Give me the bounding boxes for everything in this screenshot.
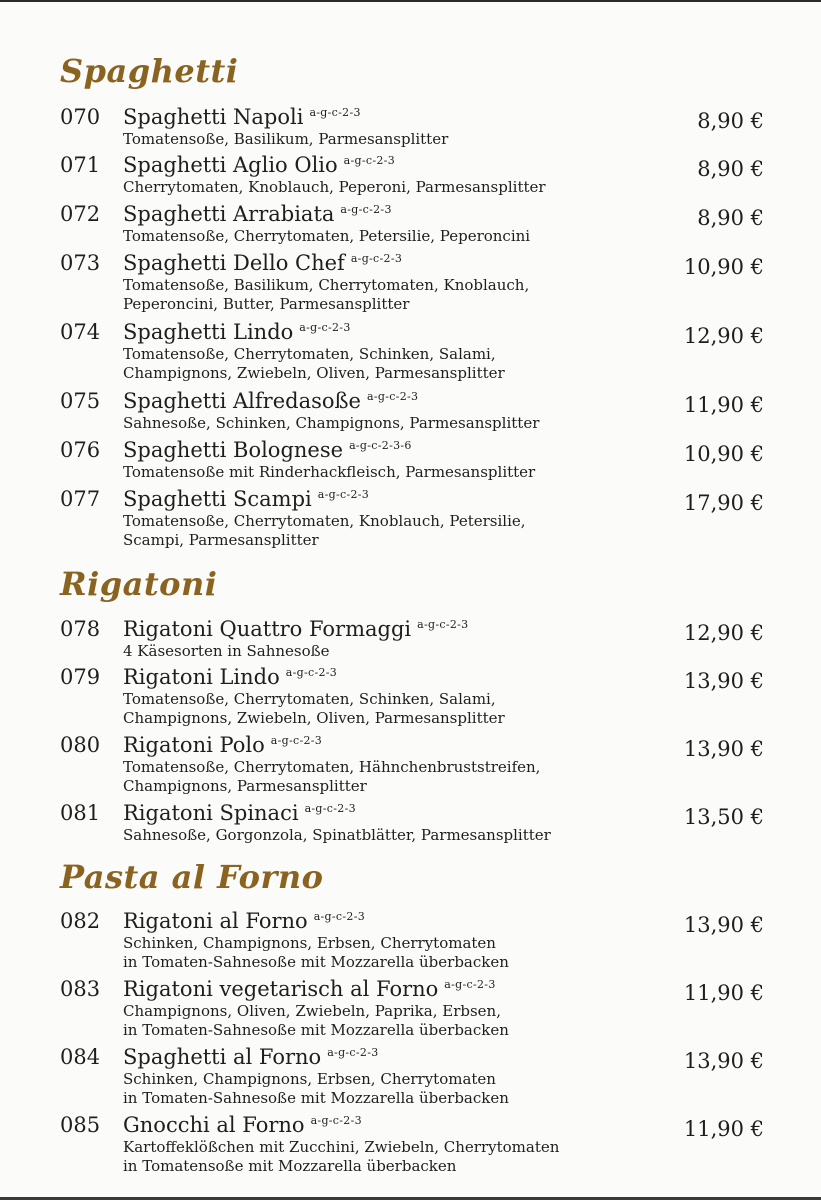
item-name: Spaghetti Napoli bbox=[123, 105, 304, 129]
item-name-line bbox=[123, 800, 356, 826]
item-number: 076 bbox=[60, 438, 101, 462]
item-number: 072 bbox=[60, 202, 101, 226]
item-description-line: Champignons, Zwiebeln, Oliven, Parmesansplitter bbox=[123, 364, 505, 382]
item-number: 078 bbox=[60, 617, 101, 641]
item-price: 10,90 € bbox=[683, 255, 764, 279]
section-title-pasta-al-forno: Pasta al Forno bbox=[60, 858, 324, 896]
item-name-line bbox=[123, 1112, 362, 1138]
item-description bbox=[123, 934, 509, 972]
item-price: 13,90 € bbox=[683, 1049, 764, 1073]
item-description-line: in Tomaten-Sahnesoße mit Mozzarella überbacken bbox=[123, 1089, 509, 1107]
item-price: 11,90 € bbox=[683, 981, 764, 1005]
item-description-line: Tomatensoße mit Rinderhackfleisch, Parmesansplitter bbox=[123, 463, 536, 481]
section-title-rigatoni: Rigatoni bbox=[60, 565, 218, 603]
item-name: Rigatoni al Forno bbox=[123, 909, 308, 933]
item-price: 13,90 € bbox=[683, 669, 764, 693]
item-description-line: 4 Käsesorten in Sahnesoße bbox=[123, 642, 330, 660]
item-name: Spaghetti Dello Chef bbox=[123, 251, 345, 275]
item-allergens: a-g-c-2-3 bbox=[304, 802, 356, 815]
item-description bbox=[123, 345, 505, 383]
item-price: 13,90 € bbox=[683, 913, 764, 937]
item-allergens: a-g-c-2-3 bbox=[270, 734, 323, 747]
item-description-line: Schinken, Champignons, Erbsen, Cherrytomaten bbox=[123, 934, 496, 952]
item-description-line: Scampi, Parmesansplitter bbox=[123, 531, 319, 549]
item-allergens: a-g-c-2-3 bbox=[285, 666, 338, 679]
item-price: 8,90 € bbox=[697, 157, 764, 181]
item-price: 10,90 € bbox=[683, 442, 764, 466]
item-name-line bbox=[123, 664, 337, 690]
section-title-spaghetti: Spaghetti bbox=[60, 52, 239, 90]
item-name-line bbox=[123, 616, 468, 642]
item-description bbox=[123, 690, 505, 728]
item-name: Spaghetti al Forno bbox=[123, 1045, 322, 1069]
item-name-line bbox=[123, 250, 402, 276]
item-name-line bbox=[123, 104, 361, 130]
item-name: Rigatoni vegetarisch al Forno bbox=[123, 977, 439, 1001]
item-description bbox=[123, 227, 530, 246]
item-name: Spaghetti Scampi bbox=[123, 487, 312, 511]
item-description bbox=[123, 642, 330, 661]
item-description-line: Sahnesoße, Schinken, Champignons, Parmesansplitter bbox=[123, 414, 540, 432]
item-description-line: Tomatensoße, Cherrytomaten, Schinken, Salami, bbox=[123, 690, 496, 708]
item-name-line bbox=[123, 908, 365, 934]
item-description bbox=[123, 826, 551, 845]
item-description-line: Schinken, Champignons, Erbsen, Cherrytomaten bbox=[123, 1070, 496, 1088]
item-price: 8,90 € bbox=[697, 206, 764, 230]
item-price: 17,90 € bbox=[683, 491, 764, 515]
item-name-line bbox=[123, 976, 496, 1002]
item-number: 075 bbox=[60, 389, 101, 413]
item-description-line: in Tomaten-Sahnesoße mit Mozzarella überbacken bbox=[123, 1021, 509, 1039]
item-description-line: Tomatensoße, Basilikum, Parmesansplitter bbox=[123, 130, 449, 148]
item-allergens: a-g-c-2-3 bbox=[309, 106, 361, 119]
item-number: 073 bbox=[60, 251, 101, 275]
item-allergens: a-g-c-2-3 bbox=[340, 203, 392, 216]
item-price: 12,90 € bbox=[683, 621, 764, 645]
item-description-line: Tomatensoße, Cherrytomaten, Knoblauch, Petersilie, bbox=[123, 512, 526, 530]
item-allergens: a-g-c-2-3 bbox=[366, 390, 419, 403]
item-description bbox=[123, 1070, 509, 1108]
item-name-line bbox=[123, 201, 392, 227]
item-number: 074 bbox=[60, 320, 101, 344]
item-number: 079 bbox=[60, 665, 101, 689]
item-allergens: a-g-c-2-3 bbox=[317, 488, 370, 501]
item-description-line: Sahnesoße, Gorgonzola, Spinatblätter, Parmesansplitter bbox=[123, 826, 551, 844]
item-allergens: a-g-c-2-3 bbox=[299, 321, 351, 334]
item-description bbox=[123, 758, 540, 796]
item-price: 8,90 € bbox=[697, 109, 764, 133]
item-name-line bbox=[123, 1044, 379, 1070]
item-price: 13,50 € bbox=[683, 805, 764, 829]
item-description bbox=[123, 512, 526, 550]
item-name: Spaghetti Arrabiata bbox=[123, 202, 335, 226]
item-name-line bbox=[123, 437, 412, 463]
item-allergens: a-g-c-2-3 bbox=[327, 1046, 379, 1059]
item-number: 084 bbox=[60, 1045, 101, 1069]
item-number: 071 bbox=[60, 153, 101, 177]
item-name: Spaghetti Bolognese bbox=[123, 438, 344, 462]
item-description bbox=[123, 178, 546, 197]
item-price: 11,90 € bbox=[683, 393, 764, 417]
item-number: 070 bbox=[60, 105, 101, 129]
item-number: 082 bbox=[60, 909, 101, 933]
item-description-line: Kartoffeklößchen mit Zucchini, Zwiebeln, Cherrytomaten bbox=[123, 1138, 560, 1156]
item-name-line bbox=[123, 732, 322, 758]
item-number: 080 bbox=[60, 733, 101, 757]
item-price: 11,90 € bbox=[683, 1117, 764, 1141]
item-name-line bbox=[123, 152, 395, 178]
item-description-line: Champignons, Parmesansplitter bbox=[123, 777, 367, 795]
item-name: Gnocchi al Forno bbox=[123, 1113, 305, 1137]
item-allergens: a-g-c-2-3 bbox=[310, 1114, 362, 1127]
item-name: Spaghetti Alfredasoße bbox=[123, 389, 361, 413]
item-name: Rigatoni Spinaci bbox=[123, 801, 299, 825]
item-name: Rigatoni Lindo bbox=[123, 665, 280, 689]
item-allergens: a-g-c-2-3 bbox=[417, 618, 469, 631]
item-description-line: Tomatensoße, Basilikum, Cherrytomaten, Knoblauch, bbox=[123, 276, 530, 294]
item-description-line: Cherrytomaten, Knoblauch, Peperoni, Parmesansplitter bbox=[123, 178, 546, 196]
item-description bbox=[123, 130, 448, 149]
item-number: 083 bbox=[60, 977, 101, 1001]
item-description-line: in Tomatensoße mit Mozzarella überbacken bbox=[123, 1157, 457, 1175]
item-name: Spaghetti Lindo bbox=[123, 320, 294, 344]
item-allergens: a-g-c-2-3-6 bbox=[349, 439, 412, 452]
item-allergens: a-g-c-2-3 bbox=[313, 910, 366, 923]
item-number: 085 bbox=[60, 1113, 101, 1137]
item-number: 077 bbox=[60, 487, 101, 511]
item-description bbox=[123, 463, 535, 482]
item-description-line: Tomatensoße, Cherrytomaten, Schinken, Salami, bbox=[123, 345, 496, 363]
item-description bbox=[123, 1138, 559, 1176]
item-description-line: Champignons, Zwiebeln, Oliven, Parmesansplitter bbox=[123, 709, 505, 727]
item-name: Rigatoni Polo bbox=[123, 733, 265, 757]
item-name-line bbox=[123, 319, 351, 345]
item-allergens: a-g-c-2-3 bbox=[350, 252, 403, 265]
item-name: Spaghetti Aglio Olio bbox=[123, 153, 338, 177]
item-description-line: in Tomaten-Sahnesoße mit Mozzarella überbacken bbox=[123, 953, 509, 971]
item-description-line: Champignons, Oliven, Zwiebeln, Paprika, Erbsen, bbox=[123, 1002, 501, 1020]
item-name: Rigatoni Quattro Formaggi bbox=[123, 617, 412, 641]
item-number: 081 bbox=[60, 801, 101, 825]
item-name-line bbox=[123, 486, 369, 512]
item-name-line bbox=[123, 388, 418, 414]
item-description bbox=[123, 414, 539, 433]
item-allergens: a-g-c-2-3 bbox=[444, 978, 496, 991]
item-price: 12,90 € bbox=[683, 324, 764, 348]
item-description-line: Tomatensoße, Cherrytomaten, Hähnchenbruststreifen, bbox=[123, 758, 541, 776]
item-description-line: Tomatensoße, Cherrytomaten, Petersilie, Peperoncini bbox=[123, 227, 531, 245]
top-border bbox=[0, 0, 821, 2]
item-allergens: a-g-c-2-3 bbox=[343, 154, 395, 167]
item-price: 13,90 € bbox=[683, 737, 764, 761]
item-description bbox=[123, 1002, 509, 1040]
item-description-line: Peperoncini, Butter, Parmesansplitter bbox=[123, 295, 410, 313]
item-description bbox=[123, 276, 529, 314]
